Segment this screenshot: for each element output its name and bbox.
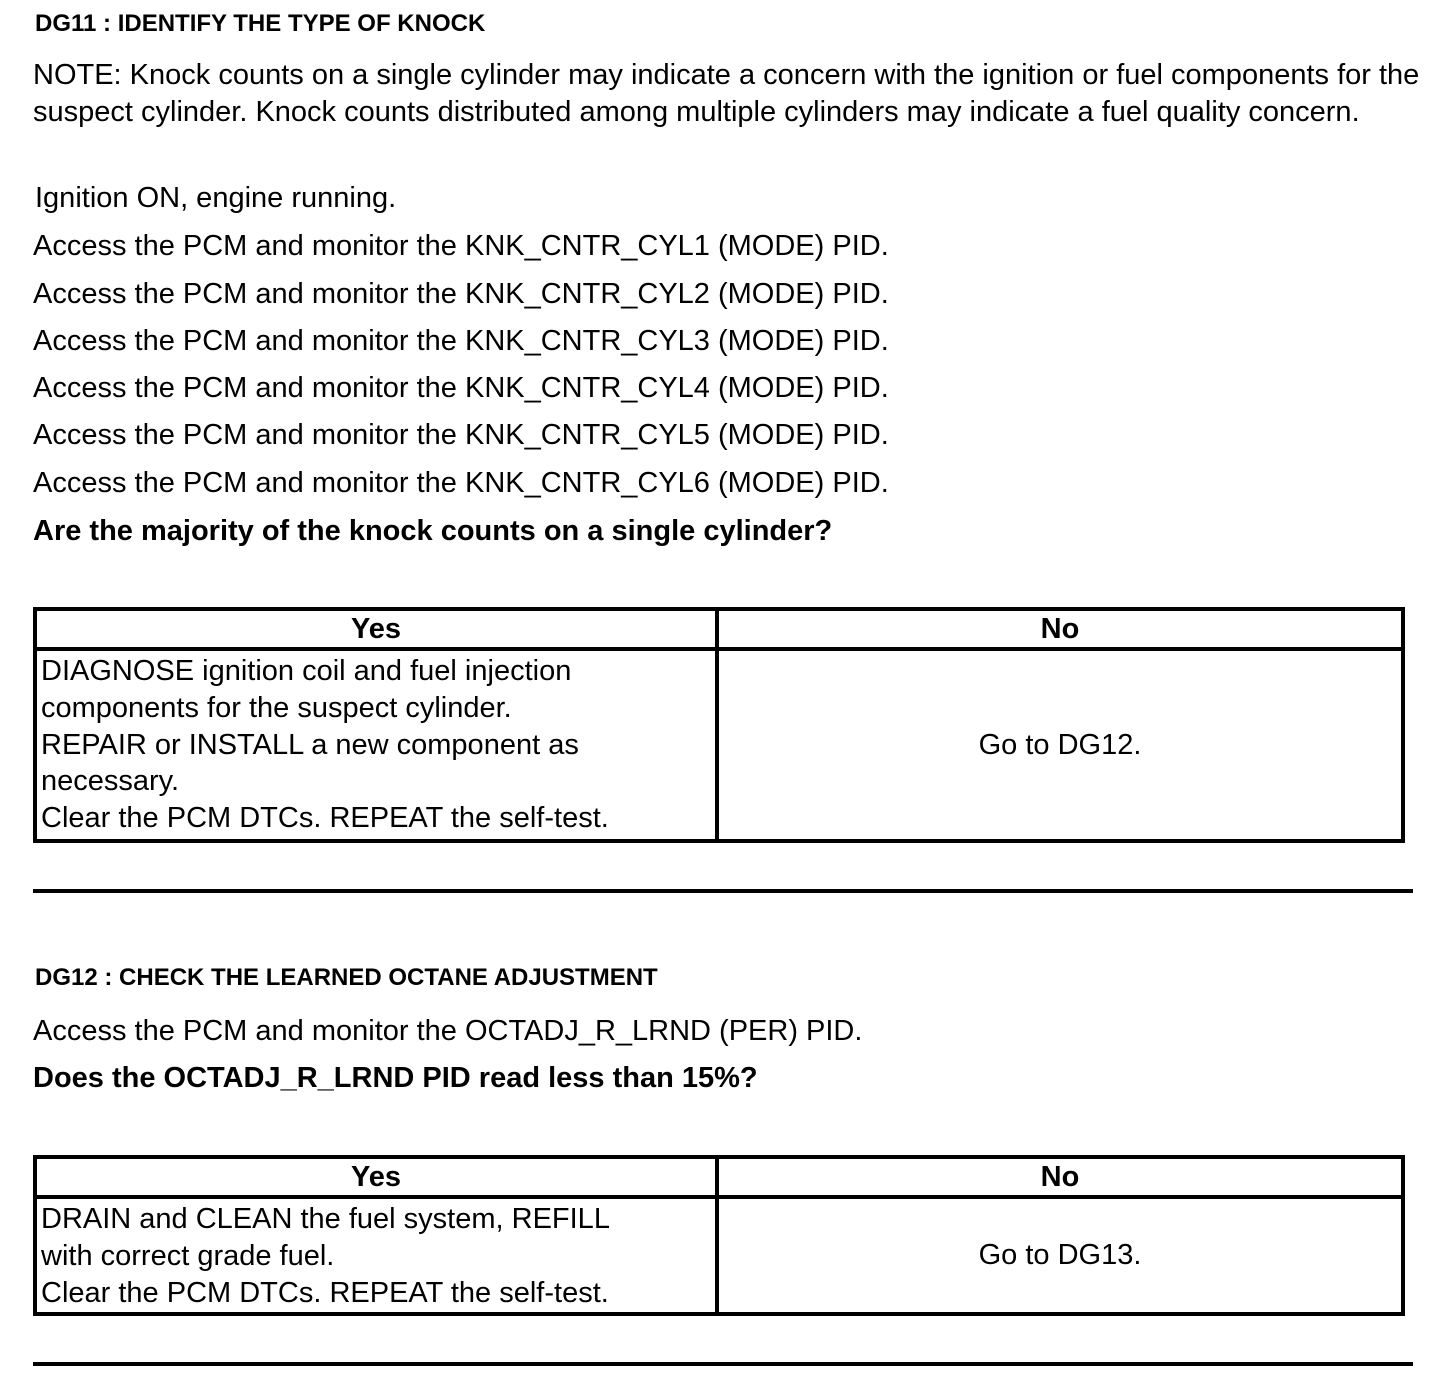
dg11-condition: Ignition ON, engine running. <box>35 182 397 214</box>
dg11-no-action: Go to DG12. <box>717 649 1403 841</box>
dg12-yes-cell <box>35 1197 717 1314</box>
dg11-yes-line-3: REPAIR or INSTALL a new component as <box>41 728 579 761</box>
dg12-yes-header: Yes <box>35 1157 717 1197</box>
dg11-decision-table <box>33 607 1405 843</box>
dg12-heading: DG12 : CHECK THE LEARNED OCTANE ADJUSTMENT <box>35 964 658 991</box>
dg12-yes-line-1: DRAIN and CLEAN the fuel system, REFILL <box>41 1203 610 1235</box>
dg11-step-5: Access the PCM and monitor the KNK_CNTR_CYL5 (MODE) PID. <box>33 419 889 451</box>
dg11-heading: DG11 : IDENTIFY THE TYPE OF KNOCK <box>35 10 486 37</box>
dg11-note: NOTE: Knock counts on a single cylinder may indicate a concern with the ignition or fuel components for the suspect cylinder. Knock counts distributed among multiple cylinders may indicate a fuel quality concern. <box>33 59 1420 128</box>
dg11-step-3: Access the PCM and monitor the KNK_CNTR_CYL3 (MODE) PID. <box>33 325 889 357</box>
dg12-decision-table <box>33 1155 1405 1316</box>
dg12-no-header: No <box>717 1157 1403 1197</box>
dg12-yes-line-2: with correct grade fuel. <box>41 1239 335 1272</box>
dg12-question: Does the OCTADJ_R_LRND PID read less than 15%? <box>33 1062 758 1094</box>
dg12-step: Access the PCM and monitor the OCTADJ_R_LRND (PER) PID. <box>33 1015 863 1047</box>
dg11-no-header: No <box>717 609 1403 649</box>
dg11-yes-cell <box>35 649 717 841</box>
dg11-step-4: Access the PCM and monitor the KNK_CNTR_CYL4 (MODE) PID. <box>33 372 889 404</box>
dg11-step-2: Access the PCM and monitor the KNK_CNTR_CYL2 (MODE) PID. <box>33 278 889 310</box>
dg11-yes-line-2: components for the suspect cylinder. <box>41 691 512 724</box>
dg12-yes-line-3: Clear the PCM DTCs. REPEAT the self-test. <box>41 1276 609 1309</box>
dg11-step-6: Access the PCM and monitor the KNK_CNTR_CYL6 (MODE) PID. <box>33 467 889 499</box>
dg11-yes-line-5: Clear the PCM DTCs. REPEAT the self-test. <box>41 802 609 835</box>
dg12-no-action: Go to DG13. <box>717 1197 1403 1314</box>
section-divider-bottom <box>33 1362 1413 1366</box>
dg11-step-1: Access the PCM and monitor the KNK_CNTR_CYL1 (MODE) PID. <box>33 230 889 262</box>
dg11-yes-line-1: DIAGNOSE ignition coil and fuel injection <box>41 655 572 687</box>
dg11-yes-line-4: necessary. <box>41 765 180 798</box>
section-divider <box>33 889 1413 893</box>
dg11-question: Are the majority of the knock counts on a single cylinder? <box>33 515 833 547</box>
dg11-yes-header: Yes <box>35 609 717 649</box>
